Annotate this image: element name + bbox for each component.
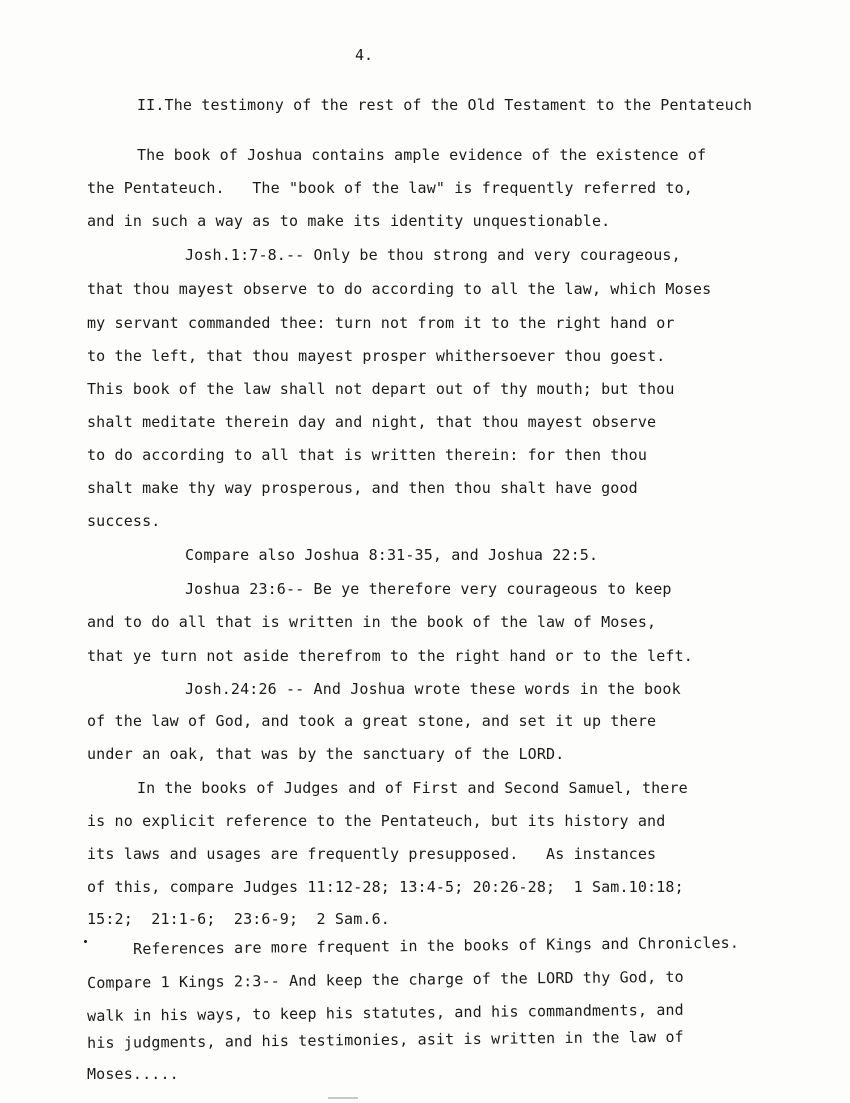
text-line: success.: [87, 512, 161, 530]
text-line: of the law of God, and took a great stone, and set it up there: [87, 712, 657, 730]
text-line: his judgments, and his testimonies, asit is written in the law of: [87, 1027, 684, 1052]
text-line: and to do all that is written in the book of the law of Moses,: [87, 613, 657, 631]
text-line: Compare also Joshua 8:31-35, and Joshua 22:5.: [185, 546, 599, 564]
text-line: is no explicit reference to the Pentateuch, but its history and: [87, 812, 666, 830]
text-line: 15:2; 21:1-6; 23:6-9; 2 Sam.6.: [87, 910, 390, 928]
text-line: Joshua 23:6-- Be ye therefore very courageous to keep: [185, 580, 672, 598]
text-line: and in such a way as to make its identity unquestionable.: [87, 212, 611, 230]
text-line: References are more frequent in the books of Kings and Chronicles.: [133, 933, 740, 958]
text-line: its laws and usages are frequently presupposed. As instances: [87, 845, 657, 863]
text-line: Compare 1 Kings 2:3-- And keep the charge of the LORD thy God, to: [87, 967, 684, 992]
text-line: Josh.1:7-8.-- Only be thou strong and very courageous,: [185, 246, 681, 264]
text-line: The book of Joshua contains ample evidence of the existence of: [137, 146, 707, 164]
text-line: walk in his ways, to keep his statutes, and his commandments, and: [87, 1000, 684, 1025]
text-line: Moses.....: [87, 1065, 179, 1083]
text-line: to the left, that thou mayest prosper whithersoever thou goest.: [87, 347, 666, 365]
text-line: the Pentateuch. The "book of the law" is frequently referred to,: [87, 179, 693, 197]
text-line: that ye turn not aside therefrom to the right hand or to the left.: [87, 647, 693, 665]
text-line: of this, compare Judges 11:12-28; 13:4-5; 20:26-28; 1 Sam.10:18;: [87, 878, 684, 896]
text-line: under an oak, that was by the sanctuary of the LORD.: [87, 745, 565, 763]
text-line: that thou mayest observe to do according to all the law, which Moses: [87, 280, 712, 298]
text-line: This book of the law shall not depart out of thy mouth; but thou: [87, 380, 675, 398]
page-number: 4.: [355, 46, 374, 64]
scan-smudge: [328, 1097, 358, 1099]
section-heading: II.The testimony of the rest of the Old Testament to the Pentateuch: [137, 96, 753, 114]
text-line: shalt make thy way prosperous, and then thou shalt have good: [87, 479, 638, 497]
text-line: shalt meditate therein day and night, that thou mayest observe: [87, 413, 657, 431]
text-line: my servant commanded thee: turn not from it to the right hand or: [87, 314, 675, 332]
stray-mark: [84, 940, 87, 943]
text-line: In the books of Judges and of First and Second Samuel, there: [137, 779, 688, 797]
text-line: to do according to all that is written therein: for then thou: [87, 446, 648, 464]
text-line: Josh.24:26 -- And Joshua wrote these words in the book: [185, 680, 681, 698]
